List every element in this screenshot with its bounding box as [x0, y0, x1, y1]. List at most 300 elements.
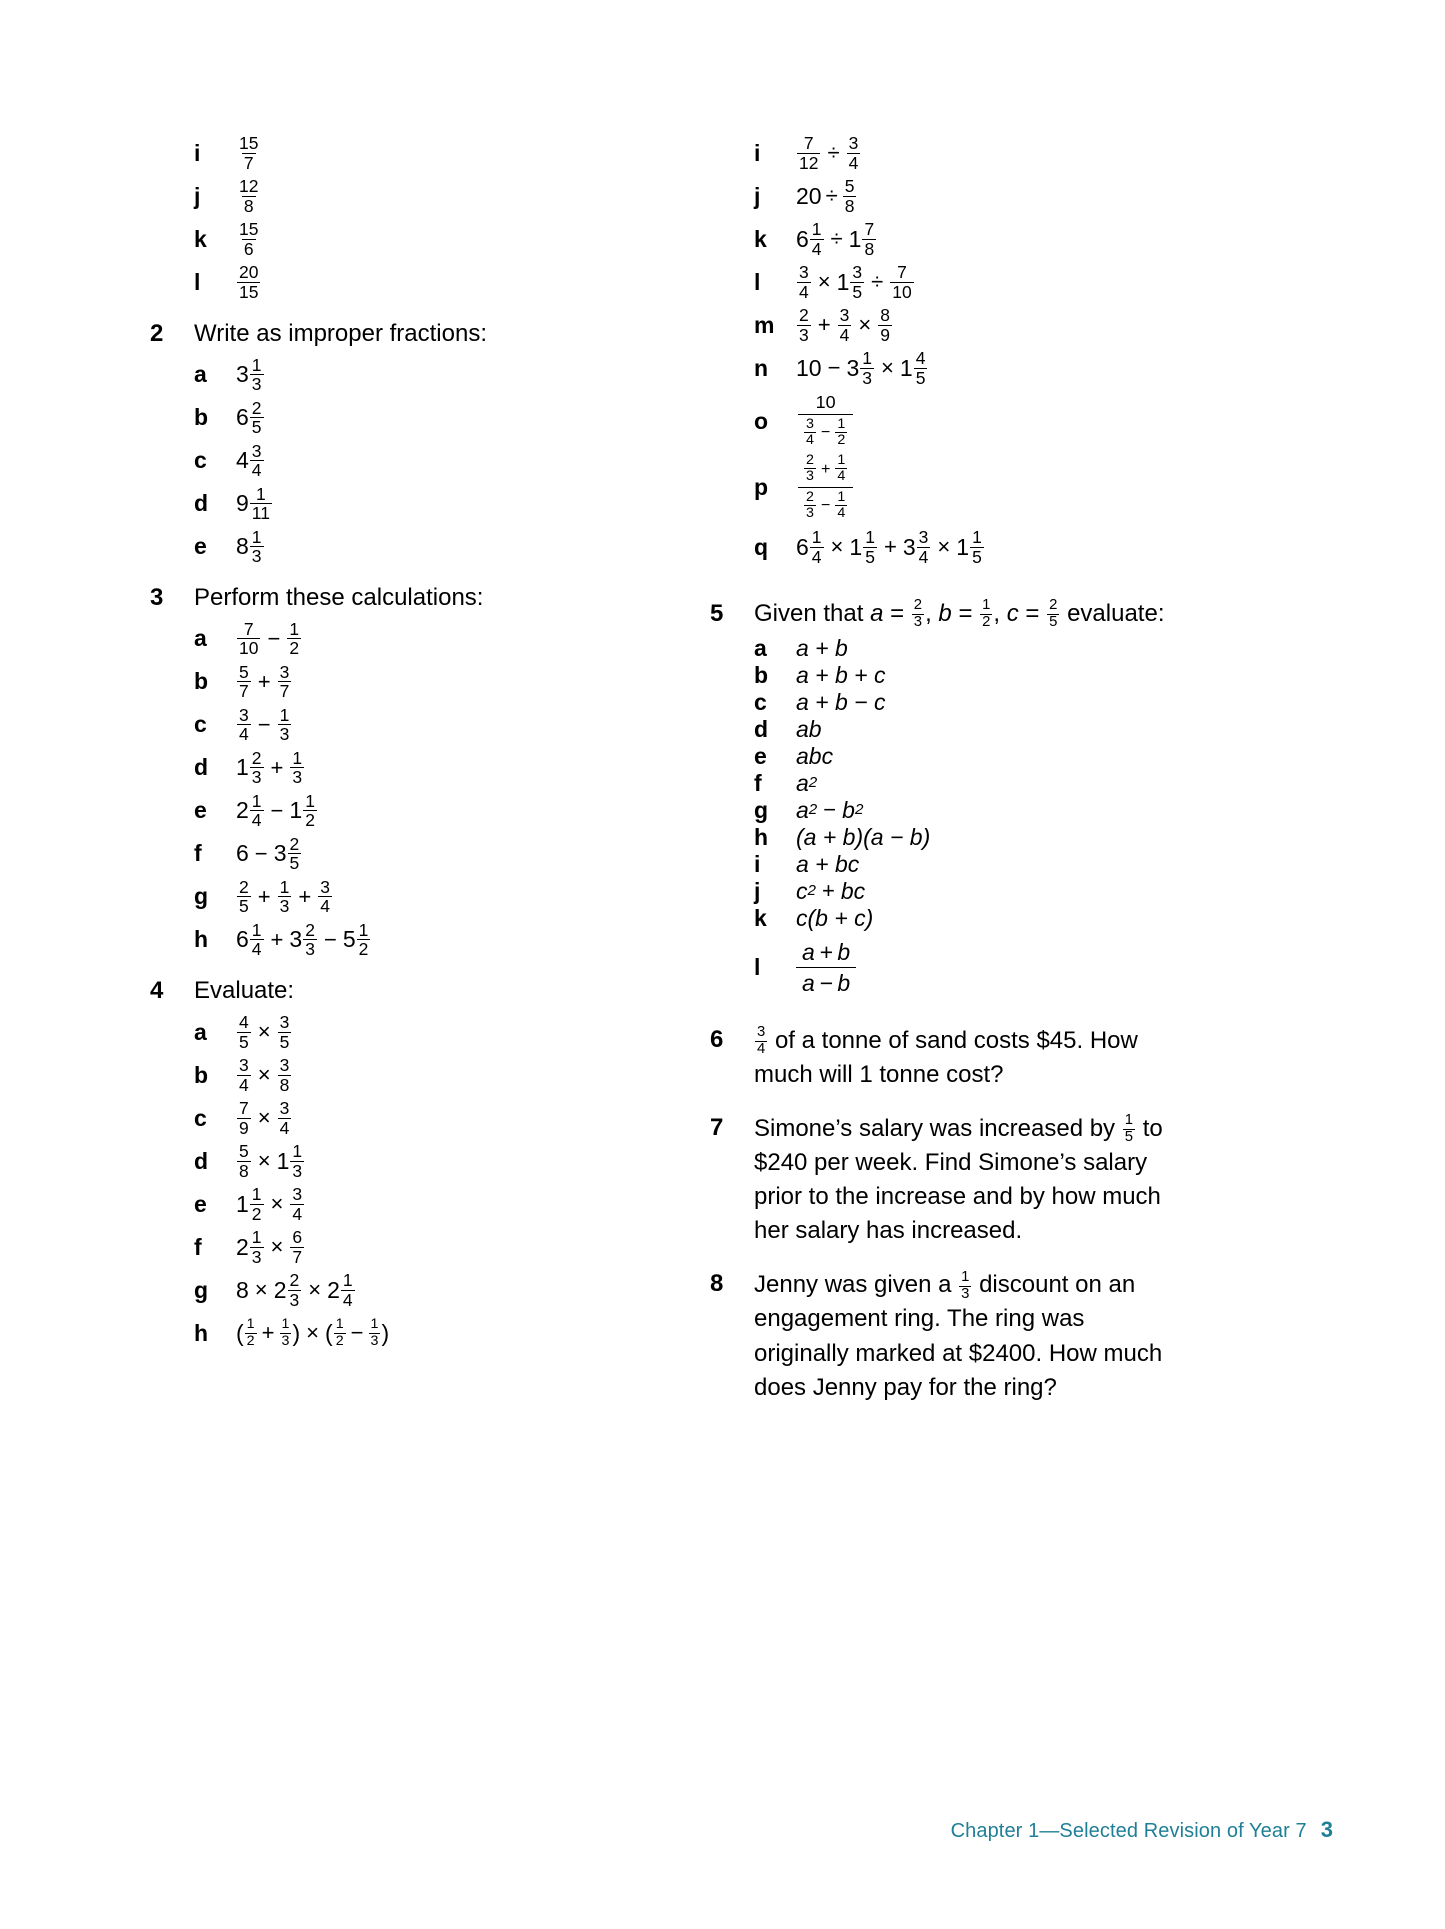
question-2: [150, 318, 630, 568]
item-letter: l: [754, 269, 761, 295]
whole-number: 6: [236, 840, 249, 867]
fraction: $\frac{2}{3}$: [251, 747, 262, 788]
fraction: $\frac{3}{4}$: [839, 305, 850, 345]
fraction: $\frac{15}{6}$: [239, 219, 259, 259]
question-heading: [710, 598, 1180, 631]
item-letter: i: [754, 140, 761, 166]
fraction: $\frac{1}{3}$: [370, 1316, 379, 1349]
minus-operator: −: [257, 711, 271, 737]
times-operator: ×: [937, 533, 951, 559]
fraction: $\frac{1}{4}$: [811, 219, 822, 259]
item-letter: k: [194, 226, 207, 252]
question-body: of a tonne of sand costs $45. How much will 1 tonne cost?: [754, 1026, 1138, 1088]
question-body-part2: to $240 per week. Find Simone’s salary prior to the increase and by how much her salary has increased.: [754, 1115, 1163, 1245]
question-number: 5: [710, 600, 724, 627]
fraction: $\frac{3}{4}$: [239, 704, 249, 745]
list-item: [150, 353, 630, 396]
list-item: [150, 525, 630, 568]
whole-number: 1: [899, 355, 913, 381]
list-item: [710, 304, 1180, 347]
fraction: $\frac{3}{4}$: [251, 440, 262, 481]
item-expression: [236, 356, 265, 394]
item-expression: [236, 528, 265, 566]
item-letter: f: [194, 840, 202, 867]
list-item: [710, 635, 1180, 662]
list-item: [150, 1183, 630, 1226]
whole-number: 3: [846, 355, 860, 381]
fraction: $\frac{3}{4}$: [806, 415, 814, 448]
item-expression: a 2 − b 2: [796, 796, 864, 823]
item-letter: e: [194, 797, 207, 824]
item-letter: g: [194, 1276, 209, 1303]
list-item: [710, 662, 1180, 689]
fraction: $\frac{2}{3}$: [289, 1270, 300, 1310]
item-letter: d: [754, 715, 769, 742]
fraction: $\frac{1}{5}$: [1124, 1112, 1134, 1146]
list-item: [710, 347, 1180, 390]
item-expression: [796, 391, 855, 448]
item-letter: l: [194, 269, 201, 295]
whole-number: 2: [236, 797, 249, 824]
question-2-items: [150, 353, 630, 568]
question-body-part1: Simone’s salary was increased by: [754, 1115, 1116, 1143]
whole-number: 2: [236, 1233, 249, 1260]
open-paren: (: [325, 1319, 333, 1346]
fraction: $\frac{3}{5}$: [279, 1012, 290, 1052]
fraction: $\frac{1}{2}$: [289, 618, 300, 659]
item-letter: j: [754, 183, 761, 209]
fraction: $\frac{20}{15}$: [239, 262, 259, 302]
plus-operator: +: [270, 926, 284, 952]
fraction: $\frac{1}{3}$: [292, 747, 303, 788]
fraction: $\frac{4}{5}$: [915, 348, 926, 388]
item-expression: [236, 1271, 356, 1309]
list-item: [150, 703, 630, 746]
plus-operator: +: [257, 668, 271, 694]
fraction: $\frac{1}{4}$: [837, 452, 846, 485]
left-column: [150, 132, 630, 1365]
fraction: $\frac{4}{5}$: [239, 1012, 249, 1052]
fraction: $\frac{2}{3}$: [806, 488, 814, 521]
times-operator: ×: [257, 1148, 271, 1174]
fraction: $\frac{2}{3}$: [305, 919, 315, 960]
given-variable-b: b: [938, 600, 952, 627]
minus-operator: −: [267, 625, 281, 651]
item-expression: [796, 263, 915, 301]
fraction: $\frac{2}{3}$: [913, 597, 923, 631]
times-operator: ×: [830, 533, 844, 559]
fraction: $\frac{1}{2}$: [358, 919, 369, 960]
item-expression: [236, 1099, 292, 1137]
item-letter: e: [194, 533, 207, 560]
question-8: [710, 1268, 1180, 1404]
minus-operator: −: [323, 926, 337, 952]
item-expression: [236, 792, 318, 830]
fraction: $\frac{2}{3}$: [806, 452, 814, 485]
whole-number: 2: [327, 1276, 340, 1303]
item-expression: [236, 399, 265, 437]
times-operator: ×: [817, 269, 831, 295]
whole-number: 10: [796, 355, 822, 381]
list-item: [710, 452, 1180, 522]
fraction: $\frac{1}{5}$: [865, 526, 875, 567]
question-5: [710, 598, 1180, 1004]
fraction: $\frac{3}{4}$: [320, 876, 330, 917]
minus-operator: −: [827, 355, 841, 381]
list-item: [150, 1011, 630, 1054]
fraction: $\frac{5}{7}$: [239, 661, 249, 702]
times-operator: ×: [257, 1105, 271, 1131]
divide-operator: ÷: [827, 140, 840, 166]
item-expression: [236, 1056, 292, 1094]
item-letter: c: [754, 688, 767, 715]
whole-number: 9: [236, 490, 249, 517]
list-item: [150, 396, 630, 439]
fraction: $\frac{5}{8}$: [239, 1141, 249, 1181]
fraction: $\frac{2}{5}$: [251, 397, 262, 438]
fraction: $\frac{1}{3}$: [279, 704, 290, 745]
fraction: $\frac{1}{2}$: [305, 790, 315, 831]
minus-operator: −: [820, 496, 831, 515]
prompt-start: Given that: [754, 600, 864, 627]
right-column: [710, 132, 1180, 1405]
list-item: [150, 1140, 630, 1183]
list-item: [710, 132, 1180, 175]
fraction: $\frac{5}{8}$: [844, 176, 855, 216]
complex-fraction: [798, 391, 853, 448]
item-letter: b: [754, 661, 769, 688]
whole-number: 2: [273, 1276, 287, 1303]
two-column-layout: [0, 132, 1445, 1405]
fraction: $\frac{7}{12}$: [799, 133, 819, 173]
item-letter: d: [194, 754, 209, 781]
whole-number: 1: [836, 269, 850, 295]
question-6: [710, 1024, 1180, 1092]
item-letter: q: [754, 533, 769, 560]
item-expression: [236, 749, 305, 787]
question-3: [150, 582, 630, 961]
fraction: $\frac{3}{4}$: [757, 1024, 766, 1058]
list-item: [150, 261, 630, 304]
list-item: [150, 746, 630, 789]
question-7: [710, 1112, 1180, 1248]
item-expression: [236, 1185, 305, 1223]
item-letter: g: [194, 883, 209, 910]
item-expression: abc: [796, 742, 834, 769]
fraction: $\frac{3}{5}$: [852, 262, 863, 302]
fraction: $\frac{8}{9}$: [880, 305, 890, 345]
item-expression: ab: [796, 715, 822, 742]
close-paren: ): [292, 1319, 301, 1346]
list-item: [150, 1312, 630, 1355]
given-variable-c: c: [1006, 600, 1019, 627]
times-operator: ×: [858, 312, 872, 338]
item-letter: n: [754, 355, 769, 381]
divide-operator: ÷: [825, 183, 838, 209]
list-item: [150, 175, 630, 218]
list-item: [710, 689, 1180, 716]
item-letter: a: [194, 1018, 207, 1045]
fraction: $\frac{7}{9}$: [239, 1098, 249, 1138]
item-expression: a + b: [796, 634, 848, 661]
list-item: [710, 851, 1180, 878]
fraction: $\frac{7}{8}$: [864, 219, 875, 259]
item-letter: j: [754, 877, 761, 904]
list-item: [710, 743, 1180, 770]
item-expression: c(b + c): [796, 904, 874, 931]
item-expression: [796, 177, 857, 215]
item-letter: i: [754, 850, 761, 877]
plus-operator: +: [817, 312, 831, 338]
list-item: [150, 617, 630, 660]
item-expression: [236, 878, 333, 916]
question-number: 7: [710, 1114, 724, 1142]
page-footer: [951, 1817, 1333, 1843]
minus-operator: −: [820, 423, 831, 442]
fraction: $\frac{6}{7}$: [292, 1227, 303, 1267]
plus-operator: +: [270, 754, 284, 780]
list-item: [150, 875, 630, 918]
fraction: $\frac{2}{5}$: [239, 876, 249, 917]
item-letter: c: [194, 1104, 207, 1131]
item-expression: c 2 + bc: [796, 877, 866, 904]
item-expression: [236, 921, 371, 959]
question-number: 6: [710, 1025, 724, 1053]
item-letter: j: [194, 183, 201, 209]
item-expression: [236, 706, 292, 744]
fraction: $\frac{1}{2}$: [251, 1184, 262, 1224]
fraction: $\frac{15}{7}$: [239, 133, 259, 173]
fraction: $\frac{3}{4}$: [279, 1098, 290, 1138]
whole-number: 5: [342, 926, 356, 953]
item-expression: [236, 1142, 305, 1180]
item-letter: m: [754, 312, 775, 338]
times-operator: ×: [270, 1191, 284, 1217]
whole-number: 20: [796, 183, 822, 209]
times-operator: ×: [308, 1277, 322, 1303]
list-item: [150, 1097, 630, 1140]
fraction: $\frac{1}{2}$: [335, 1316, 344, 1349]
list-item: [710, 716, 1180, 743]
item-letter: l: [754, 954, 761, 981]
plus-operator: +: [298, 883, 312, 909]
question-prompt: Write as improper fractions:: [194, 320, 487, 347]
whole-number: 3: [236, 361, 249, 388]
list-item: [710, 175, 1180, 218]
plus-operator: +: [820, 459, 831, 478]
denominator: a − b: [796, 967, 856, 996]
item-letter: d: [194, 1147, 209, 1174]
fraction: $\frac{1}{4}$: [837, 488, 846, 521]
list-item: [710, 522, 1180, 572]
item-expression: [236, 177, 261, 215]
question-prompt: Perform these calculations:: [194, 584, 484, 612]
question-4-continued-items: [710, 132, 1180, 572]
list-item: [710, 218, 1180, 261]
question-number: 3: [150, 584, 164, 612]
item-expression: [796, 453, 855, 520]
item-expression: [236, 620, 302, 658]
fraction: $\frac{7}{10}$: [239, 618, 259, 659]
complex-fraction: [798, 453, 853, 520]
item-expression: [236, 263, 261, 301]
fraction: $\frac{1}{2}$: [837, 415, 846, 448]
question-5-items: [710, 635, 1180, 1004]
times-operator: ×: [257, 1062, 271, 1088]
fraction: $\frac{1}{3}$: [251, 1227, 262, 1267]
list-item: [710, 797, 1180, 824]
question-text: [754, 1024, 1180, 1092]
fraction: $\frac{3}{4}$: [918, 526, 929, 567]
question-heading: [150, 318, 630, 349]
item-expression: a + bc: [796, 850, 860, 877]
complex-numerator: 10: [815, 391, 836, 412]
list-item: [150, 482, 630, 525]
whole-number: 1: [236, 1190, 249, 1217]
whole-number: 8: [236, 1276, 249, 1303]
question-number: 2: [150, 320, 164, 347]
item-letter: a: [194, 361, 207, 388]
divide-operator: ÷: [830, 226, 843, 252]
item-expression: [236, 1228, 305, 1266]
item-expression: [236, 485, 273, 523]
item-expression: [236, 1317, 389, 1348]
item-letter: c: [194, 447, 207, 474]
plus-operator: +: [883, 533, 897, 559]
fraction: $\frac{1}{2}$: [246, 1316, 255, 1349]
whole-number: 6: [236, 404, 249, 431]
footer-page-number: 3: [1320, 1817, 1333, 1842]
fraction: $\frac{7}{10}$: [892, 262, 912, 302]
fraction: $\frac{2}{5}$: [1049, 597, 1058, 631]
item-letter: d: [194, 490, 209, 517]
item-expression: [796, 349, 928, 387]
item-expression: a 2: [796, 769, 818, 796]
fraction: $\frac{1}{4}$: [811, 526, 822, 567]
list-item: [710, 932, 1180, 1004]
fraction: $\frac{1}{11}$: [251, 483, 270, 524]
list-item: [150, 132, 630, 175]
item-letter: b: [194, 668, 209, 695]
list-item: [150, 789, 630, 832]
item-expression: a + b + c: [796, 661, 886, 688]
whole-number: 1: [236, 754, 249, 781]
open-paren: (: [236, 1319, 244, 1346]
fraction: $\frac{1}{4}$: [251, 790, 262, 831]
item-expression: (a + b)(a − b): [796, 823, 931, 850]
complex-denominator: [798, 414, 853, 448]
item-letter: h: [194, 926, 209, 953]
continued-item-list: [150, 132, 630, 304]
item-letter: c: [194, 711, 207, 738]
question-text: [754, 1268, 1180, 1404]
fraction: $\frac{1}{4}$: [342, 1270, 353, 1310]
whole-number: 3: [289, 926, 303, 953]
item-expression: [236, 663, 292, 701]
whole-number: 6: [236, 926, 249, 953]
item-letter: f: [194, 1233, 202, 1260]
plus-operator: +: [261, 1320, 275, 1346]
times-operator: ×: [257, 1019, 271, 1045]
question-3-items: [150, 617, 630, 961]
item-letter: f: [754, 769, 762, 796]
fraction: $\frac{1}{3}$: [281, 1316, 290, 1349]
question-prompt: Given that a = $\frac{2}{3}$ , b = $\frac{1}{2}$ , c = $\frac{2}{5}$ evaluate:: [754, 597, 1165, 631]
display-fraction: [796, 939, 856, 997]
item-expression: [236, 1013, 292, 1051]
item-letter: g: [754, 796, 769, 823]
list-item: [710, 824, 1180, 851]
fraction: $\frac{1}{3}$: [862, 348, 873, 388]
fraction: $\frac{2}{3}$: [799, 305, 809, 345]
fraction: $\frac{1}{3}$: [251, 526, 262, 567]
given-variable-a: a: [870, 600, 884, 627]
minus-operator: −: [270, 797, 284, 823]
numerator: a + b: [802, 938, 851, 965]
item-expression: a + b − c: [796, 688, 886, 715]
question-4-items: [150, 1011, 630, 1355]
item-letter: e: [194, 1190, 207, 1217]
whole-number: 3: [902, 533, 916, 560]
list-item: [150, 660, 630, 703]
fraction: $\frac{2}{5}$: [289, 833, 300, 874]
list-item: [710, 770, 1180, 797]
fraction: $\frac{1}{5}$: [972, 526, 982, 567]
fraction: $\frac{1}{4}$: [251, 919, 262, 960]
fraction: $\frac{3}{4}$: [848, 133, 859, 173]
item-expression: [796, 134, 861, 172]
whole-number: 1: [276, 1147, 290, 1174]
whole-number: 8: [236, 533, 249, 560]
fraction: $\frac{3}{7}$: [279, 661, 290, 702]
question-heading: [150, 582, 630, 613]
list-item: [710, 390, 1180, 452]
question-number: 8: [710, 1270, 724, 1298]
complex-numerator: [798, 453, 853, 486]
fraction: $\frac{1}{3}$: [279, 876, 290, 917]
footer-chapter-title: Chapter 1—Selected Revision of Year 7: [950, 1820, 1307, 1842]
whole-number: 6: [796, 226, 809, 252]
list-item: [150, 1226, 630, 1269]
item-letter: i: [194, 140, 201, 166]
item-expression: [236, 134, 261, 172]
fraction: $\frac{1}{3}$: [961, 1268, 970, 1302]
whole-number: 6: [796, 533, 809, 560]
question-text: [754, 1112, 1180, 1248]
fraction: $\frac{12}{8}$: [239, 176, 259, 216]
item-letter: p: [754, 473, 769, 500]
list-item: [150, 1269, 630, 1312]
prompt-end: evaluate:: [1067, 600, 1165, 627]
times-operator: ×: [254, 1277, 268, 1303]
item-expression: [236, 220, 261, 258]
list-item: [150, 832, 630, 875]
fraction: $\frac{1}{2}$: [982, 597, 991, 631]
whole-number: 1: [849, 533, 863, 560]
question-4: [150, 975, 630, 1354]
fraction: $\frac{3}{4}$: [292, 1184, 303, 1224]
divide-operator: ÷: [871, 269, 884, 295]
item-letter: o: [754, 407, 769, 434]
question-number: 4: [150, 977, 164, 1005]
complex-denominator: [798, 487, 853, 521]
item-letter: b: [194, 1061, 209, 1088]
item-expression: [796, 939, 856, 997]
list-item: [710, 261, 1180, 304]
list-item: [150, 218, 630, 261]
fraction: $\frac{3}{4}$: [799, 262, 809, 302]
item-expression: [796, 220, 877, 258]
